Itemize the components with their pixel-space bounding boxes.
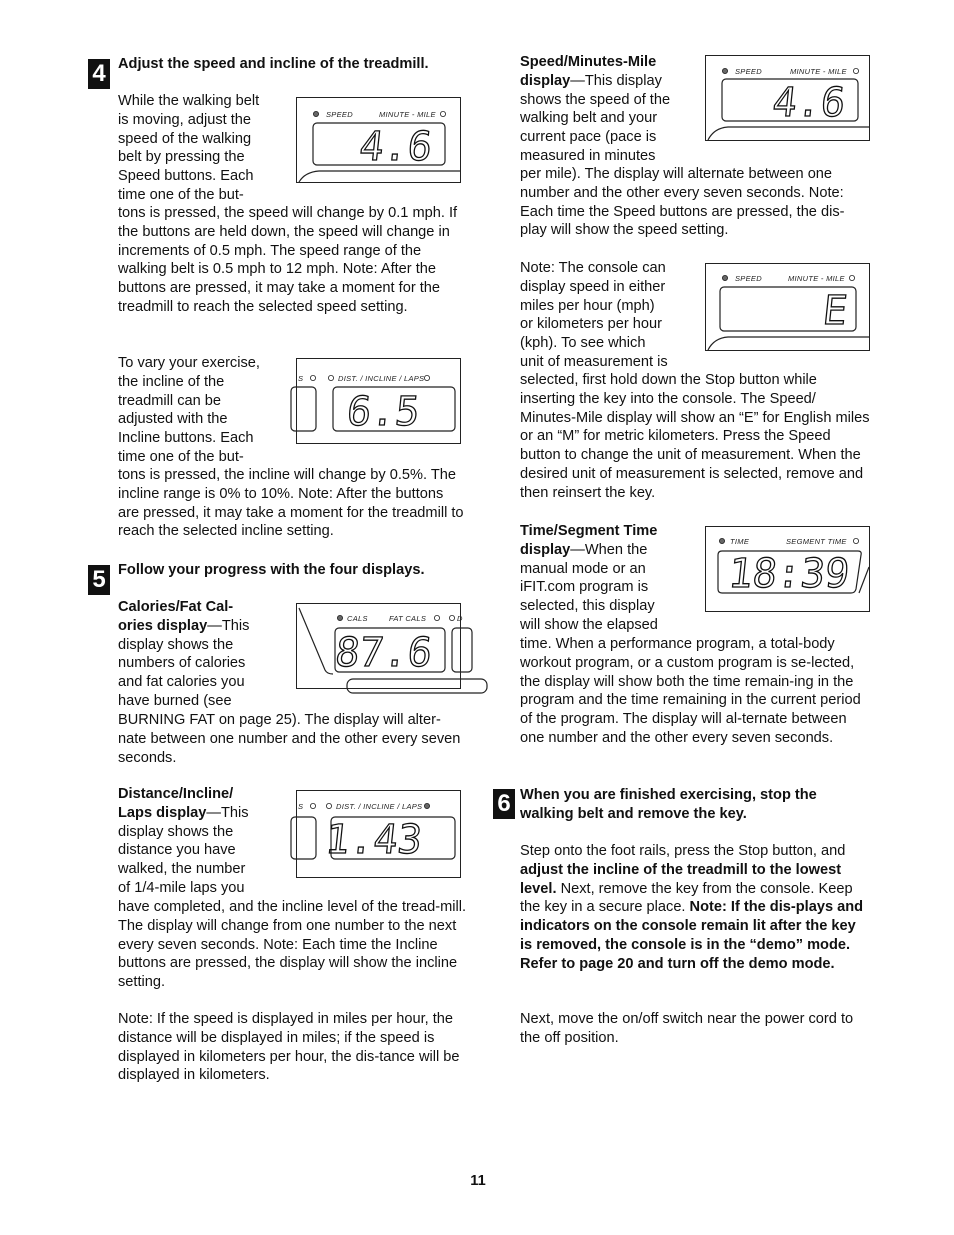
speed-title-2: display <box>520 72 571 89</box>
step-4-heading: Adjust the speed and incline of the treadmill. <box>118 56 429 72</box>
text-line: unit of measurement is <box>520 353 668 370</box>
unit-display-illustration <box>705 263 870 351</box>
distance-title: Distance/Incline/ <box>118 786 234 802</box>
page-number: 11 <box>470 1173 486 1189</box>
text-line: or kilometers per hour <box>520 316 662 333</box>
time-paragraph-rest: time. When a performance program, a total-body workout program, or a custom program is se-lected, the display will show both the time remain-ing in the program and the time remaining in the current period of the program. The display will al-ternate between one number and the other every seven seconds. <box>520 636 861 746</box>
calories-title-2: ories display <box>118 617 208 634</box>
speed-label: SPEED <box>735 274 762 283</box>
speed-digits: 4.6 <box>357 124 435 170</box>
step-6-text-b: adjust the incline of the treadmill to the lowest level. <box>520 861 842 897</box>
time-label: TIME <box>730 537 750 546</box>
cals-label: CALS <box>347 614 368 623</box>
step-4-paragraph-1-rest: tons is pressed, the speed will change by 0.1 mph. If the buttons are held down, the speed will change in increments of 0.5 mph. The speed range of the walking belt is 0.5 mph to 12 mph. Note: After the buttons are pressed, it may take a moment for the treadmill to reach the selected speed setting. <box>118 205 458 315</box>
text-line: Note: The console can <box>520 260 666 276</box>
time-title-2: display <box>520 541 571 558</box>
dist-incline-laps-label: DIST. / INCLINE / LAPS <box>338 374 425 383</box>
text-line: display speed in either <box>520 278 666 295</box>
cut-off-label: S <box>298 374 304 383</box>
text-line: belt by pressing the <box>118 149 245 166</box>
text-line: —When the <box>570 541 648 558</box>
text-line: numbers of calories <box>118 655 246 672</box>
step-number-5: 5 <box>88 565 110 595</box>
speed-display-illustration <box>705 55 870 141</box>
text-line: —This display <box>570 72 662 89</box>
text-line: time one of the but- <box>118 448 244 465</box>
text-line: miles per hour (mph) <box>520 297 655 314</box>
unit-note-paragraph-rest: selected, first hold down the Stop button while inserting the key into the console. The Speed/ Minutes-Mile display will show an “E” for English miles or an “M” for metric kilometers. Press the Speed button to change the unit of measurement. When the desired unit of measurement is selected, remove and then reinsert the key. <box>520 372 870 501</box>
dist-incline-laps-label: DIST. / INCLINE / LAPS <box>336 802 423 811</box>
step-6-text-c: Next, remove the key from the console. Keep the key in a secure place. <box>520 880 853 916</box>
text-line: treadmill can be <box>118 392 222 409</box>
text-line: walking belt and your <box>520 110 658 127</box>
text-line: is moving, adjust the <box>118 111 252 128</box>
text-line: will show the elapsed <box>520 616 658 633</box>
fat-cals-label: FAT CALS <box>389 614 427 623</box>
step-6-paragraph-2: Next, move the on/off switch near the power cord to the off position. <box>520 1011 854 1046</box>
speed-paragraph-wrapped <box>520 53 700 166</box>
incline-digits: 6.5 <box>344 389 422 435</box>
text-line: adjusted with the <box>118 411 228 428</box>
cut-off-label: D <box>457 614 463 623</box>
unit-note-paragraph-wrapped <box>520 259 700 372</box>
text-line: —This <box>206 804 249 821</box>
step-6-text-a: Step onto the foot rails, press the Stop button, and <box>520 843 846 859</box>
text-line: While the walking belt <box>118 93 260 109</box>
units-note-paragraph: Note: If the speed is displayed in miles per hour, the distance will be displayed in miles; if the speed is displayed in kilometers per hour, the dis-tance will be displayed in kilometers. <box>118 1011 460 1084</box>
step-4-paragraph-1-wrapped <box>118 92 298 205</box>
text-line: shows the speed of the <box>520 91 671 108</box>
step-number-6: 6 <box>493 789 515 819</box>
calories-paragraph-wrapped <box>118 598 298 711</box>
speed-digits: 4.6 <box>770 80 848 126</box>
text-line: display shows the <box>118 636 234 653</box>
minute-mile-label: MINUTE - MILE <box>790 67 847 76</box>
text-line: To vary your exercise, <box>118 355 260 371</box>
text-line: time one of the but- <box>118 186 244 203</box>
text-line: —This <box>207 617 250 634</box>
time-display-illustration <box>705 526 870 612</box>
text-line: measured in minutes <box>520 147 656 164</box>
calories-display-illustration <box>296 603 461 689</box>
distance-paragraph-wrapped <box>118 785 298 898</box>
minute-mile-label: MINUTE - MILE <box>379 110 436 119</box>
text-line: (kph). To see which <box>520 335 646 351</box>
minute-mile-label: MINUTE - MILE <box>788 274 845 283</box>
step-4-paragraph-2-wrapped <box>118 354 298 467</box>
text-line: distance you have <box>118 842 236 859</box>
text-line: display shows the <box>118 823 234 840</box>
text-line: speed of the walking <box>118 130 252 147</box>
text-line: of 1/4-mile laps you <box>118 879 245 896</box>
cut-off-label: S <box>298 802 304 811</box>
step-6-paragraph-1 <box>520 842 870 973</box>
speed-display-illustration <box>296 97 461 183</box>
step-6-text-d: Note: If the dis-plays and indicators on the console remain lit after the key is removed, the console is in the “demo” mode. Refer to page 20 and turn off the demo mode. <box>520 899 864 972</box>
unit-digit: E <box>820 288 850 334</box>
segment-time-label: SEGMENT TIME <box>786 537 847 546</box>
calories-paragraph-rest: BURNING FAT on page 25). The display will alter-nate between one number and the other every seven seconds. <box>118 712 461 766</box>
calories-digits: 87.6 <box>333 630 435 676</box>
text-line: Incline buttons. Each <box>118 430 254 446</box>
time-paragraph-wrapped <box>520 522 700 635</box>
text-line: iFIT.com program is <box>520 579 649 596</box>
text-line: have burned (see <box>118 692 232 709</box>
step-5-heading: Follow your progress with the four displays. <box>118 562 425 578</box>
text-line: the incline of the <box>118 373 225 390</box>
distance-paragraph-rest: have completed, and the incline level of the tread-mill. The display will change from one number to the next every seven seconds. Note: Each time the Incline buttons are pressed, the display will show the incline setting. <box>118 899 467 990</box>
speed-label: SPEED <box>326 110 353 119</box>
distance-title-2: Laps display <box>118 804 207 821</box>
calories-title: Calories/Fat Cal- <box>118 599 234 615</box>
text-line: Speed buttons. Each <box>118 168 254 184</box>
step-number-4: 4 <box>88 59 110 89</box>
text-line: current pace (pace is <box>520 129 657 145</box>
distance-display-illustration <box>296 790 461 878</box>
incline-display-illustration <box>296 358 461 444</box>
text-line: manual mode or an <box>520 560 646 577</box>
time-title: Time/Segment Time <box>520 523 658 539</box>
step-4-paragraph-2-rest: tons is pressed, the incline will change by 0.5%. The incline range is 0% to 10%. Note: After the buttons are pressed, it may take a moment for the treadmill to reach the selected incline setting. <box>118 467 464 540</box>
distance-digits: 1.43 <box>323 817 425 863</box>
speed-title: Speed/Minutes-Mile <box>520 54 657 70</box>
speed-label: SPEED <box>735 67 762 76</box>
text-line: and fat calories you <box>118 674 245 690</box>
time-digits: 18:39 <box>726 551 852 597</box>
text-line: walked, the number <box>118 861 246 877</box>
step-6-heading: When you are finished exercising, stop the walking belt and remove the key. <box>520 787 817 822</box>
speed-paragraph-rest: per mile). The display will alternate between one number and the other every seven seconds. Note: Each time the Speed buttons are pressed, the dis-play will show the speed setting. <box>520 166 845 239</box>
text-line: selected, this display <box>520 598 655 614</box>
